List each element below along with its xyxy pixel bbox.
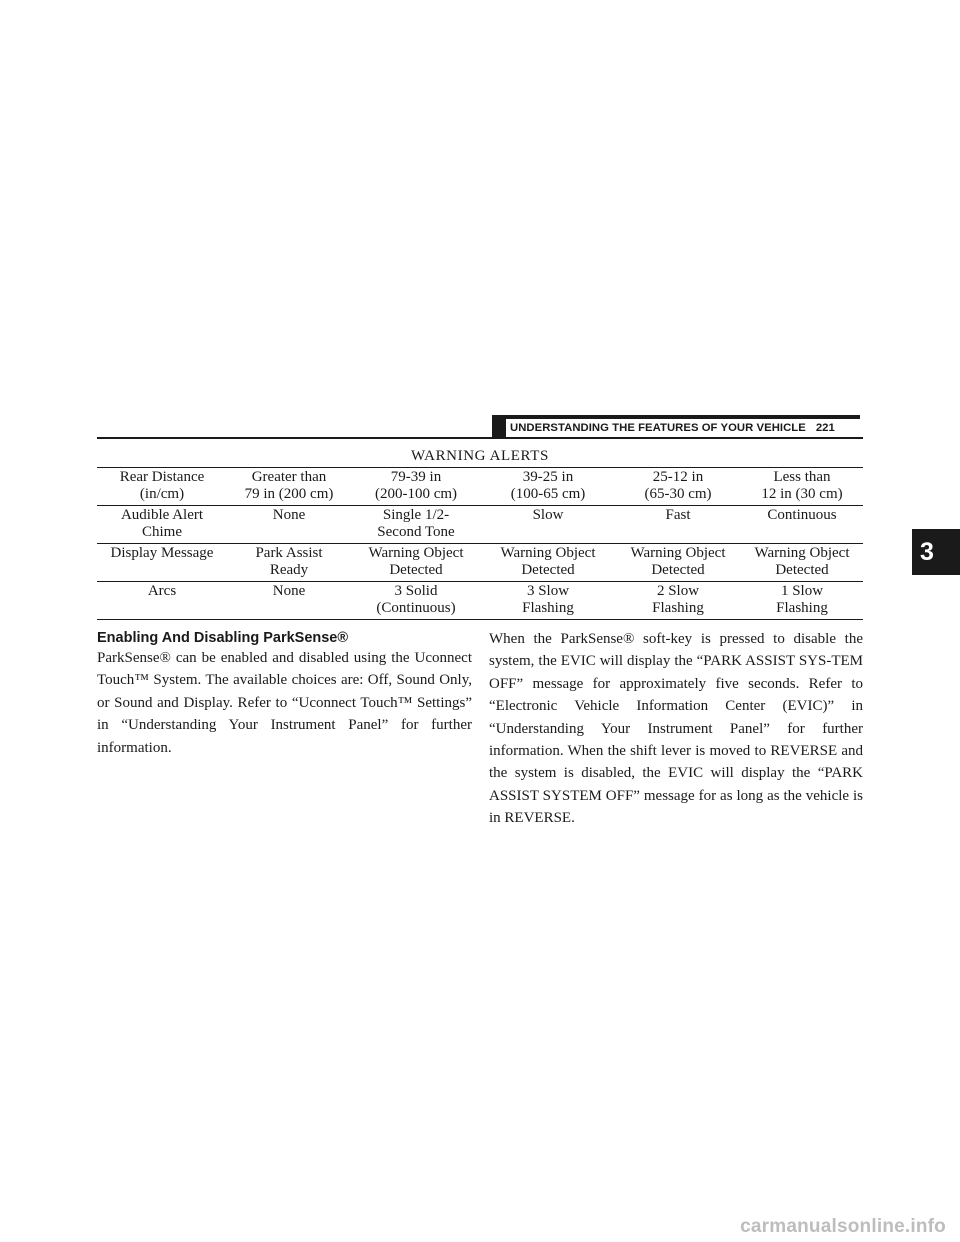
- table-cell-line: Detected: [521, 562, 575, 578]
- watermark: carmanualsonline.info: [740, 1216, 946, 1237]
- row-label-line: (in/cm): [139, 486, 185, 502]
- table-cell-line: Fast: [665, 507, 691, 523]
- chapter-tab: [912, 529, 960, 575]
- table-body: [97, 448, 863, 620]
- table-cell: [351, 544, 481, 582]
- table-cell-line: Greater than: [251, 469, 327, 485]
- section-heading: Enabling And Disabling ParkSense®: [97, 630, 349, 646]
- table-cell-line: (100-65 cm): [510, 486, 586, 502]
- table-cell: [351, 468, 481, 506]
- table-cell: [615, 582, 741, 620]
- table-row: [97, 582, 863, 620]
- table-cell-line: 2 Slow: [656, 583, 700, 599]
- table-cell-line: Less than: [773, 469, 831, 485]
- table-row: [97, 468, 863, 506]
- table-title-row: [97, 448, 863, 468]
- left-column: [97, 647, 472, 759]
- table-cell-line: (65-30 cm): [644, 486, 712, 502]
- table-cell-line: (Continuous): [376, 600, 456, 616]
- table-cell-line: (200-100 cm): [374, 486, 458, 502]
- table-cell: [481, 468, 615, 506]
- table-cell: [615, 468, 741, 506]
- table-cell-line: 3 Solid: [394, 583, 438, 599]
- table-cell-line: Warning Object: [630, 545, 726, 561]
- row-label: [97, 544, 227, 582]
- page-number: 221: [815, 422, 835, 434]
- row-label-line: Arcs: [147, 583, 177, 599]
- table-cell: [481, 506, 615, 544]
- right-paragraph: When the ParkSense® soft-key is pressed to disable the system, the EVIC will display the “PARK ASSIST SYS-TEM OFF” message for approximately five seconds. Refer to “Electronic Vehicle Information Center (EVIC)” in “Understanding Your Instrument Panel” for further information. When the shift lever is moved to REVERSE and the system is disabled, the EVIC will display the “PARK ASSIST SYSTEM OFF” message for as long as the vehicle is in REVERSE.: [489, 631, 863, 827]
- table-cell: [481, 544, 615, 582]
- table-cell-line: None: [272, 583, 306, 599]
- table-cell: [227, 544, 351, 582]
- table-cell: [481, 582, 615, 620]
- row-label-line: Audible Alert: [120, 507, 204, 523]
- table-cell-line: 1 Slow: [780, 583, 824, 599]
- table-cell: [227, 468, 351, 506]
- table-cell-line: Flashing: [776, 600, 828, 616]
- table-cell: [227, 582, 351, 620]
- table-cell-line: Detected: [651, 562, 705, 578]
- table-row: [97, 544, 863, 582]
- header-rule: [97, 437, 863, 439]
- table-cell: [615, 544, 741, 582]
- table-cell-line: 79-39 in: [390, 469, 442, 485]
- table-cell-line: 39-25 in: [522, 469, 574, 485]
- table-cell: [741, 582, 863, 620]
- table-title: WARNING ALERTS: [97, 448, 863, 468]
- table-cell-line: None: [272, 507, 306, 523]
- table-cell-line: Flashing: [652, 600, 704, 616]
- row-label: [97, 582, 227, 620]
- right-column: [489, 628, 863, 830]
- chapter-number: 3: [920, 538, 934, 566]
- table-cell-line: Park Assist: [255, 545, 323, 561]
- header-section-title: UNDERSTANDING THE FEATURES OF YOUR VEHICLE: [510, 422, 806, 434]
- table-cell: [227, 506, 351, 544]
- table-cell-line: 3 Slow: [526, 583, 570, 599]
- table-cell-line: 12 in (30 cm): [761, 486, 843, 502]
- row-label: [97, 468, 227, 506]
- table-cell-line: Second Tone: [377, 524, 455, 540]
- table-cell-line: 79 in (200 cm): [244, 486, 334, 502]
- row-label: [97, 506, 227, 544]
- table-cell-line: Warning Object: [368, 545, 464, 561]
- left-paragraph: ParkSense® can be enabled and disabled using the Uconnect Touch™ System. The available choices are: Off, Sound Only, or Sound and Display. Refer to “Uconnect Touch™ Settings” in “Understanding Your Instrument Panel” for further information.: [97, 650, 472, 756]
- table-cell: [615, 506, 741, 544]
- table-cell-line: 25-12 in: [652, 469, 704, 485]
- table-cell: [741, 544, 863, 582]
- table-cell-line: Flashing: [522, 600, 574, 616]
- running-header: [506, 419, 870, 437]
- table-cell: [741, 468, 863, 506]
- row-label-line: Chime: [142, 524, 182, 540]
- table-row: [97, 506, 863, 544]
- warning-alerts-table: [97, 448, 863, 620]
- table-cell: [351, 582, 481, 620]
- table-cell-line: Detected: [775, 562, 829, 578]
- table-cell-line: Ready: [269, 562, 309, 578]
- table-cell-line: Warning Object: [754, 545, 850, 561]
- table-cell: [741, 506, 863, 544]
- row-label-line: Display Message: [110, 545, 214, 561]
- table-cell-line: Warning Object: [500, 545, 596, 561]
- table-cell: [351, 506, 481, 544]
- table-cell-line: Slow: [532, 507, 564, 523]
- table-cell-line: Continuous: [767, 507, 837, 523]
- table-cell-line: Single 1/2-: [382, 507, 450, 523]
- table-cell-line: Detected: [389, 562, 443, 578]
- row-label-line: Rear Distance: [119, 469, 205, 485]
